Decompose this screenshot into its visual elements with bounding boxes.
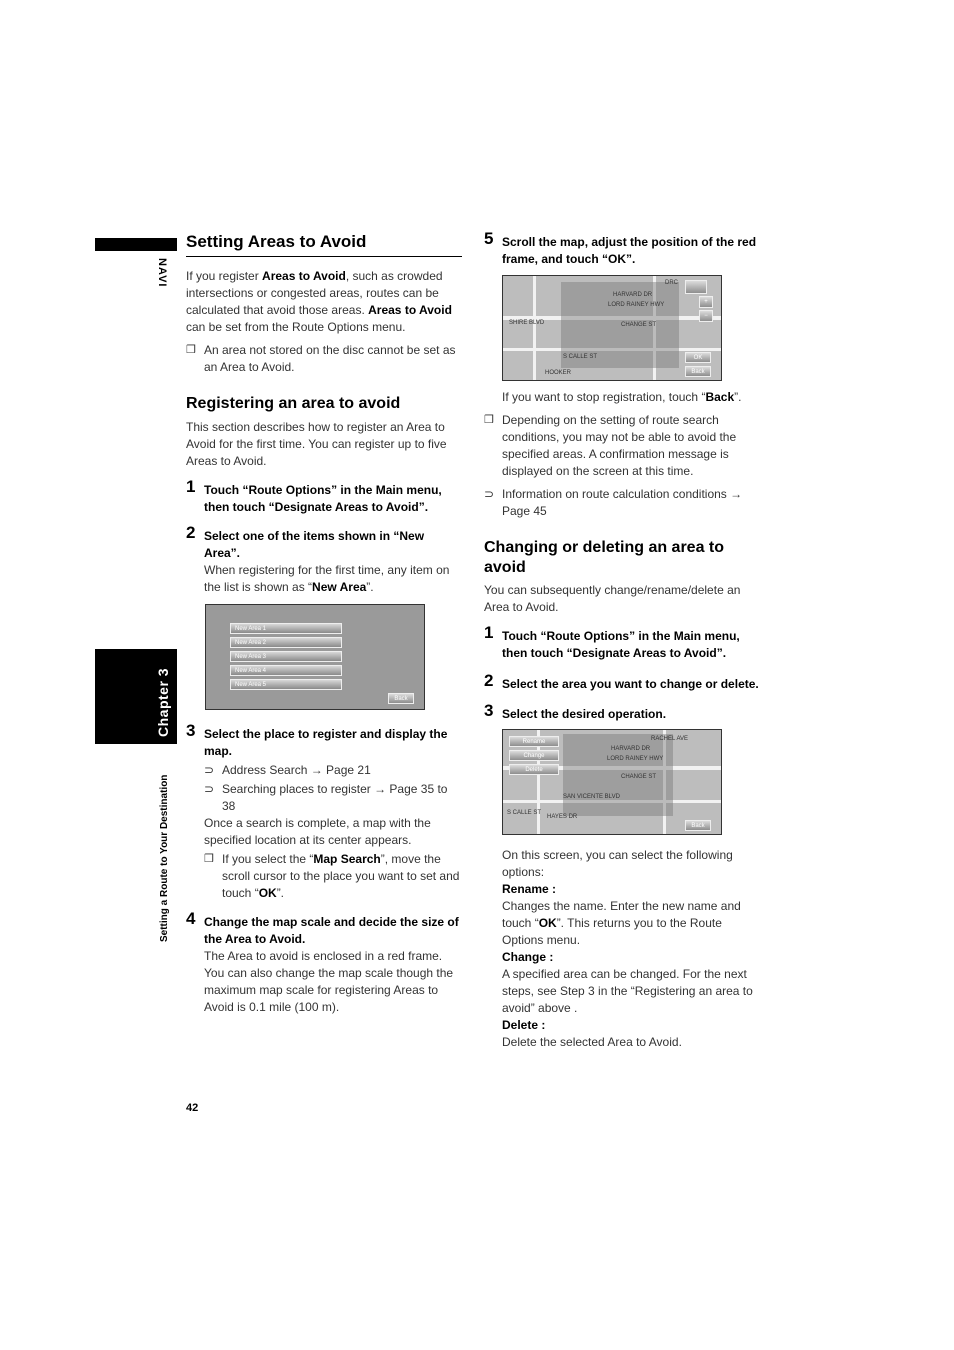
- step-4-body: The Area to avoid is enclosed in a red frame. You can also change the map scale though the maximum map scale for registering Areas to Avoid is 0.1 mile (100 m).: [204, 949, 454, 1014]
- subtitle-register: Registering an area to avoid: [186, 395, 401, 412]
- ref-route-conditions: ⊃ Information on route calculation conditions → Page 45: [484, 487, 743, 518]
- delete-button[interactable]: Delete: [509, 764, 559, 775]
- step-2-change: 2 Select the area you want to change or delete.: [484, 671, 759, 691]
- menu-item-new-area-2[interactable]: New Area 2: [230, 637, 342, 648]
- rename-button[interactable]: Rename: [509, 736, 559, 747]
- change-description: A specified area can be changed. For the next steps, see Step 3 in the “Registering an area to avoid” above .: [502, 967, 753, 1015]
- delete-label: Delete :: [502, 1018, 546, 1032]
- rename-label: Rename :: [502, 882, 557, 896]
- step-2: 2 Select one of the items shown in “New Area”.: [186, 523, 425, 560]
- ref-address-search: ⊃ Address Search → Page 21: [204, 763, 371, 777]
- note-map-search: ❒ If you select the “Map Search”, move the scroll cursor to the place you want to set and touch “OK”.: [204, 852, 460, 900]
- subtitle-change: Changing or deleting an area to avoid: [484, 539, 725, 576]
- step-1-change: 1 Touch “Route Options” in the Main menu, then touch “Designate Areas to Avoid”.: [484, 623, 740, 660]
- step-1: 1 Touch “Route Options” in the Main menu, then touch “Designate Areas to Avoid”.: [186, 477, 442, 514]
- left-column: [186, 232, 462, 1016]
- page-number: 42: [186, 1102, 199, 1114]
- scale-button[interactable]: [685, 280, 707, 294]
- note-route-search: ❒ Depending on the setting of route search conditions, you may not be able to avoid the specified areas. A confirmation message is displayed on the screen at this time.: [484, 413, 737, 478]
- step-3-body: Once a search is complete, a map with the specified location at its center appears.: [204, 816, 431, 847]
- right-column: [484, 229, 760, 1051]
- map-screen-adjust: HARVARD DR LORD RAINEY HWY CHANGE ST SHIRE BLVD S CALLE ST HOOKER DRC + − OK Back: [502, 275, 722, 381]
- back-button[interactable]: Back: [388, 693, 414, 704]
- menu-item-new-area-4[interactable]: New Area 4: [230, 665, 342, 676]
- delete-description: Delete the selected Area to Avoid.: [502, 1035, 682, 1049]
- map-screen-operation: RACHEL AVE HARVARD DR LORD RAINEY HWY CHANGE ST SAN VICENTE BLVD HAYES DR S CALLE ST Rename Change Delete Back: [502, 729, 722, 835]
- step-4: 4 Change the map scale and decide the size of the Area to Avoid.: [186, 909, 459, 946]
- zoom-out-icon[interactable]: −: [699, 310, 713, 322]
- change-label: Change :: [502, 950, 554, 964]
- zoom-in-icon[interactable]: +: [699, 296, 713, 308]
- stop-registration-text: If you want to stop registration, touch “Back”.: [502, 390, 742, 404]
- change-intro: You can subsequently change/rename/delete an Area to Avoid.: [484, 583, 741, 614]
- menu-item-new-area-5[interactable]: New Area 5: [230, 679, 342, 690]
- note-disc: ❒ An area not stored on the disc cannot be set as an Area to Avoid.: [186, 343, 456, 374]
- step-3: 3 Select the place to register and display the map.: [186, 721, 448, 758]
- sidebar-top-bar: [95, 238, 177, 251]
- menu-item-new-area-3[interactable]: New Area 3: [230, 651, 342, 662]
- ok-button[interactable]: OK: [685, 352, 711, 363]
- change-button[interactable]: Change: [509, 750, 559, 761]
- back-button[interactable]: Back: [685, 366, 711, 377]
- chapter-tab: Chapter 3: [95, 649, 177, 744]
- page-title: Setting Areas to Avoid: [186, 232, 462, 257]
- step-2-body: When registering for the first time, any item on the list is shown as “New Area”.: [204, 563, 450, 594]
- step-3-change: 3 Select the desired operation.: [484, 701, 667, 721]
- rename-description: Changes the name. Enter the new name and touch “OK”. This returns you to the Route Options menu.: [502, 899, 741, 947]
- new-area-screen: [205, 604, 425, 710]
- register-intro: This section describes how to register an Area to Avoid for the first time. You can register up to five Areas to Avoid.: [186, 420, 447, 468]
- menu-item-new-area-1[interactable]: New Area 1: [230, 623, 342, 634]
- navi-label: NAVI: [156, 258, 168, 288]
- options-intro: On this screen, you can select the following options:: [502, 848, 733, 879]
- ref-searching-places: ⊃ Searching places to register → Page 35 to 38: [204, 782, 448, 813]
- step-5: 5 Scroll the map, adjust the position of the red frame, and touch “OK”.: [484, 229, 757, 266]
- back-button[interactable]: Back: [685, 820, 711, 831]
- intro-paragraph: If you register Areas to Avoid, such as crowded intersections or congested areas, routes can be calculated that avoid those areas. Areas to Avoid can be set from the Route Options menu.: [186, 269, 452, 334]
- section-label: Setting a Route to Your Destination: [159, 774, 170, 942]
